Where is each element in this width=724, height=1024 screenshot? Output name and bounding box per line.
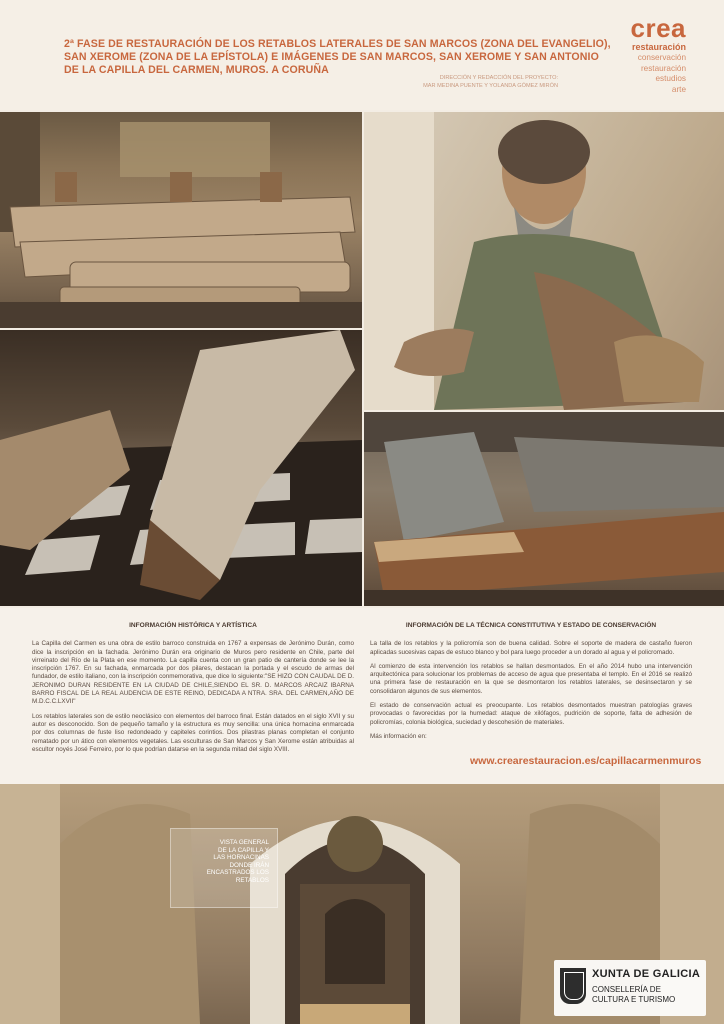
saint-statue-illustration [364, 112, 724, 410]
xunta-shield-icon [560, 968, 586, 1004]
historical-info-heading: INFORMACIÓN HISTÓRICA Y ARTÍSTICA [129, 622, 257, 629]
info-section [0, 608, 724, 784]
technical-info [370, 622, 692, 747]
xunta-logo: XUNTA DE GALICIA CONSELLERÍA DE CULTURA E TURISMO [554, 960, 706, 1016]
technical-info-paragraph: El estado de conservación actual es preocupante. Los retablos desmontados muestran patologías graves provocadas o favorecidas por la humedad: ataque de xilófagos, pudrición de soporte, falta de adhesión de policromías, colonia biológica, suciedad y descohesión de materiales. [370, 702, 692, 726]
page-title: 2ª FASE DE RESTAURACIÓN DE LOS RETABLOS LATERALES DE SAN MARCOS (ZONA DEL EVANGELIO), SAN XEROME (ZONA DE LA EPÍSTOLA) E IMÁGENES DE SAN MARCOS, SAN XEROME Y SAN ANTONIO DE LA CAPILLA DEL CARMEN, MUROS. A CORUÑA [64, 38, 611, 76]
retablo-pieces-illustration [0, 112, 362, 328]
historical-info [32, 622, 354, 760]
damaged-wood-illustration [364, 412, 724, 606]
chapel-caption: VISTA GENERAL DE LA CAPILLA Y LAS HORNACINAS DONDE IRÁN ENCASTRADOS LOS RETABLOS [170, 828, 278, 908]
photo-rotten-column [0, 330, 362, 606]
more-info-label: Más información en: [370, 732, 427, 740]
project-credits: DIRECCIÓN Y REDACCIÓN DEL PROYECTO: MAR MEDINA PUENTE Y YOLANDA GÓMEZ MIRÓN [423, 75, 558, 89]
header [0, 0, 724, 110]
photo-damaged-wood [364, 412, 724, 606]
photo-disassembled-retablo [0, 112, 362, 328]
crea-logo: crea restauración conservación restauración estudios arte [630, 13, 686, 94]
technical-info-heading: INFORMACIÓN DE LA TÉCNICA CONSTITUTIVA Y ESTADO DE CONSERVACIÓN [405, 622, 657, 629]
technical-info-paragraph: Al comienzo de esta intervención los retablos se hallan desmontados. En el año 2014 hubo una intervención arquitectónica para solucionar los problemas de acceso de agua que presentaba el templo. En el 2016 se realizó una primera fase de restauración en la que se desmontaron los retablos laterales, se desinsectaron y se consolidaron algunos de sus elementos. [370, 662, 692, 695]
xunta-department: CONSELLERÍA DE CULTURA E TURISMO [592, 985, 676, 1004]
photo-saint-statue [364, 112, 724, 410]
rotten-column-illustration [0, 330, 362, 606]
website-link[interactable]: www.crearestauracion.es/capillacarmenmuros [470, 755, 702, 767]
technical-info-paragraph: La talla de los retablos y la policromía son de buena calidad. Sobre el soporte de madera de castaño fueron aplicadas sucesivas capas de estuco blanco y bol para luego proceder a un dorado al agua y el policromado. [370, 640, 692, 656]
historical-info-paragraph: La Capilla del Carmen es una obra de estilo barroco construida en 1767 a expensas de Jerónimo Durán, como dice la inscripción en la fachada. Jerónimo Durán era originario de Muros pero residente en Chile, parte del virreinato del Río de la Plata en ese momento. La capilla cuenta con un gran patio de cantería donde se lee la inscripción 1767. En su fachada, enmarcada por dos pilares, destacan la portada y el escudo de armas del fundador, de estilo italiano, con la inscripción conmemorativa, que dice lo siguiente:"SE HIZO CON CAUDAL DE D. JERONIMO DURAN RESIDENTE EN LA CIUDAD DE CHILE,SIENDO EL SR. D. MARCOS ARCAIZ IBARNA BARRO FISCAL DE LA REAL AUDENCIA DE ESTE REINO, DEDICADA A NTRA. SRA. DEL CARMEN,AÑO DE M.D.C.C.LXVII" [32, 640, 354, 706]
historical-info-paragraph: Los retablos laterales son de estilo neoclásico con elementos del barroco final. Están datados en el siglo XVII y su autor es desconocido. Son de pequeño tamaño y la estructura es muy sencilla: una única hornacina enmarcada por dos columnas de fuste liso redondeado y capiteles corintios. Dos pilastras planas completan el conjunto rematado por un ático con elementos vegetales. Las esculturas de San Marcos y San Xerome están atribuidas al escultor noyés José Ferreiro, por lo que podrían datarse en la segunda mitad del siglo XVIII. [32, 712, 354, 753]
